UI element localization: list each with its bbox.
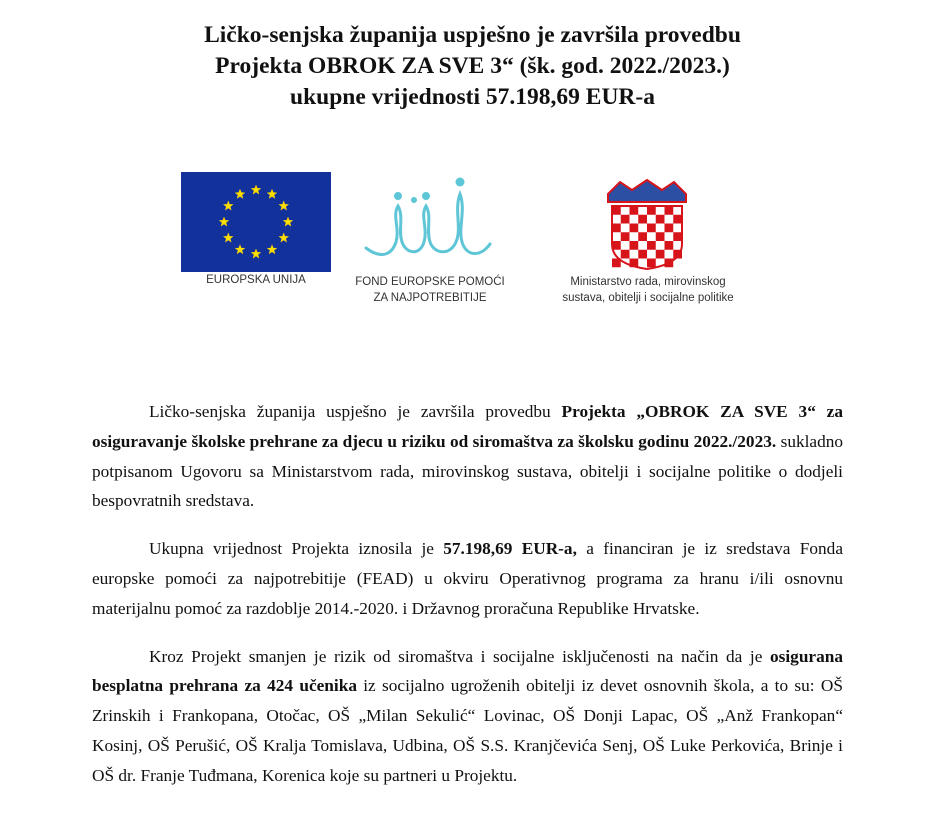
coat-check-square xyxy=(630,259,639,268)
title-line-3: ukupne vrijednosti 57.198,69 EUR-a xyxy=(290,84,655,110)
eu-star xyxy=(235,189,245,199)
paragraph-1-bold: Projekta „OBROK ZA SVE 3“ za osiguravanje školske prehrane za djecu u riziku od siromaštva za školsku godinu 2022./2023. xyxy=(92,402,843,451)
coat-check-square xyxy=(673,215,682,224)
fead-logo xyxy=(362,170,494,266)
coat-check-square xyxy=(621,215,630,224)
coat-check-square xyxy=(647,224,656,233)
eu-star xyxy=(235,244,245,254)
paragraph-1-text-c: sukladno potpisanom Ugovoru sa Ministarstvom rada, mirovinskog sustava, obitelji i socijalne politike o dodjeli bespovratnih sredstava. xyxy=(92,431,843,511)
eu-star xyxy=(251,185,261,195)
coat-check-square xyxy=(656,215,665,224)
ministry-caption xyxy=(528,274,768,306)
coat-check-square xyxy=(656,250,665,259)
paragraph-3-text-c: iz socijalno ugroženih obitelji iz devet osnovnih škola, a to su: OŠ Zrinskih i Frankopana, Otočac, OŠ „Milan Sekulić“ Lovinac, OŠ Donji Lapac, OŠ „Anž Frankopan“ Kosinj, OŠ Perušić, OŠ Kralja Tomislava, Udbina, OŠ S.S. Kranjčevića Senj, OŠ Luke Perkovića, Brinje i OŠ dr. Franje Tuđmana, Korenica koje su partneri u Projektu. xyxy=(92,676,843,785)
coat-check-square xyxy=(621,232,630,241)
fead-caption xyxy=(335,274,525,306)
coat-check-square xyxy=(647,241,656,250)
paragraph-3-bold: osigurana besplatna prehrana za 424 učenika xyxy=(92,646,843,696)
eu-star xyxy=(278,233,288,243)
coat-check-square xyxy=(638,215,647,224)
paragraph-2-bold: 57.198,69 EUR-a, xyxy=(443,539,577,559)
coat-check-square xyxy=(665,206,674,215)
coat-check-square xyxy=(630,224,639,233)
eu-flag-logo xyxy=(181,172,331,272)
ministry-caption-line-2: sustava, obitelji i socijalne politike xyxy=(562,292,734,304)
logo-row xyxy=(0,170,945,310)
eu-star xyxy=(219,217,229,227)
coat-check-square xyxy=(647,206,656,215)
ministry-caption-line-1: Ministarstvo rada, mirovinskog xyxy=(570,276,726,288)
eu-star xyxy=(267,189,277,199)
coat-check-square xyxy=(638,232,647,241)
paragraph-1 xyxy=(92,397,843,516)
croatian-coat-of-arms-icon xyxy=(602,174,692,270)
coat-check-square xyxy=(612,259,621,268)
coat-check-square xyxy=(665,259,674,268)
paragraph-2 xyxy=(92,534,843,623)
coat-check-square xyxy=(656,232,665,241)
fead-caption-line-2: ZA NAJPOTREBITIJE xyxy=(373,292,487,304)
coat-check-square xyxy=(665,224,674,233)
coat-check-square xyxy=(647,259,656,268)
eu-star xyxy=(223,201,233,211)
coat-check-square xyxy=(665,241,674,250)
coat-check-square xyxy=(612,241,621,250)
title-line-1: Ličko-senjska županija uspješno je završila provedbu xyxy=(204,22,741,48)
coat-check-square xyxy=(621,250,630,259)
eu-star xyxy=(278,201,288,211)
eu-star xyxy=(283,217,293,227)
paragraph-2-text-a: Ukupna vrijednost Projekta iznosila je xyxy=(149,539,444,559)
paragraph-3-text-a: Kroz Projekt smanjen je rizik od siromaštva i socijalne isključenosti na način da je xyxy=(149,646,771,666)
eu-caption: EUROPSKA UNIJA xyxy=(206,274,306,286)
title-line-2: Projekta OBROK ZA SVE 3“ (šk. god. 2022./2023.) xyxy=(215,53,730,79)
eu-stars-icon xyxy=(181,172,331,272)
coat-check-square xyxy=(673,250,682,259)
coat-check-square xyxy=(612,224,621,233)
coat-check-square xyxy=(612,206,621,215)
coat-check-square xyxy=(673,232,682,241)
paragraph-2-text-c: a financiran je iz sredstava Fonda europske pomoći za najpotrebitije (FEAD) u okviru Operativnog programa za hranu i/ili osnovnu materijalnu pomoć za razdoblje 2014.-2020. i Državnog proračuna Republike Hrvatske. xyxy=(92,539,843,618)
document-title xyxy=(0,20,945,113)
article-body xyxy=(92,397,843,809)
fead-caption-line-1: FOND EUROPSKE POMOĆI xyxy=(355,276,505,288)
paragraph-3 xyxy=(92,642,843,791)
eu-star xyxy=(223,233,233,243)
coat-check-square xyxy=(630,241,639,250)
coat-check-square xyxy=(630,206,639,215)
coat-check-square xyxy=(638,250,647,259)
eu-star xyxy=(251,249,261,259)
paragraph-1-text-a: Ličko-senjska županija uspješno je završila provedbu xyxy=(149,402,562,421)
eu-star xyxy=(267,244,277,254)
